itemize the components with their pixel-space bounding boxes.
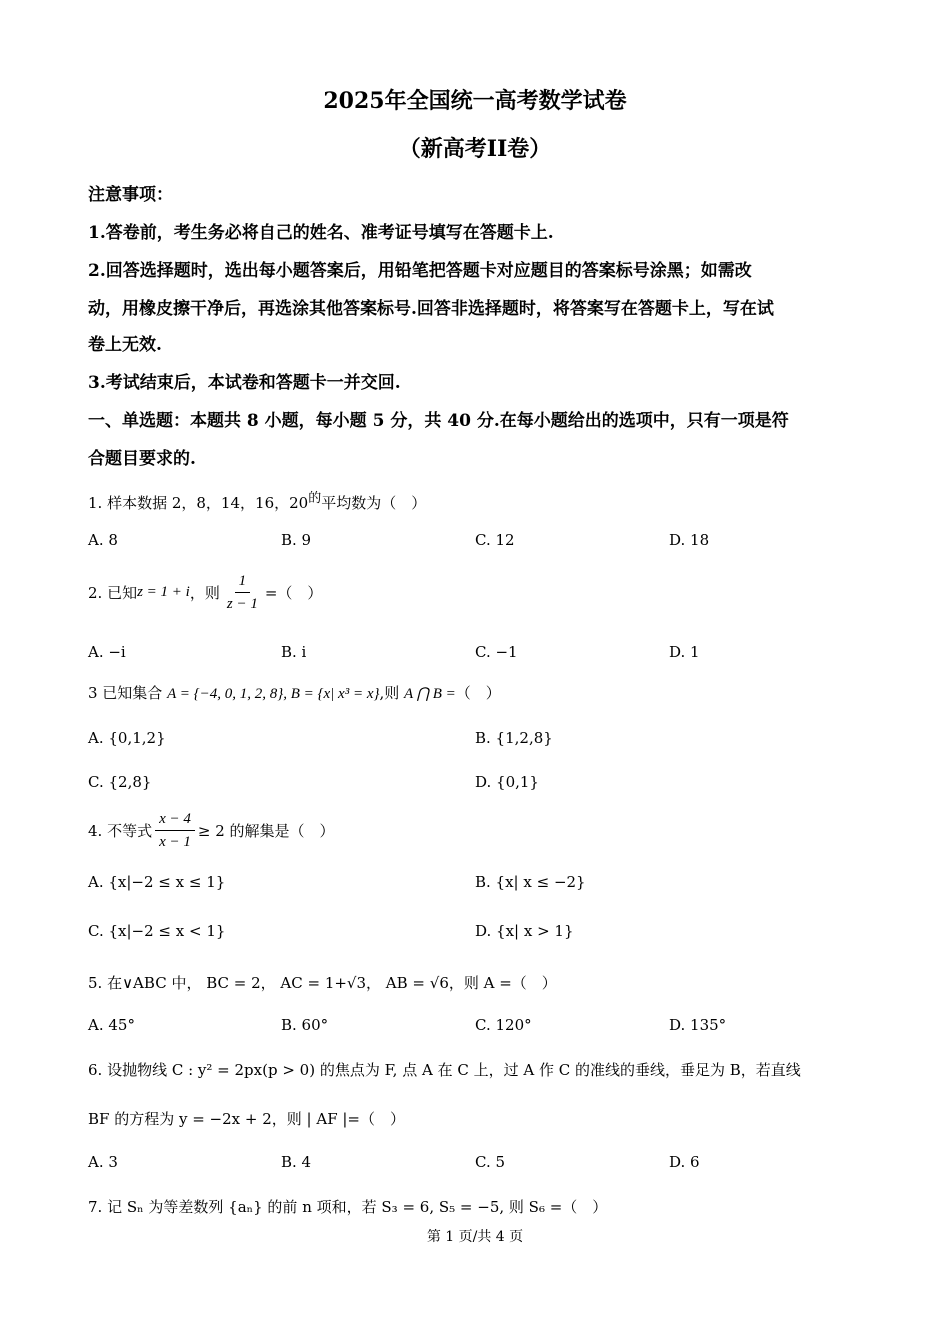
section-heading-line-2: 合题目要求的. (88, 449, 196, 469)
question-1-stem (88, 487, 426, 513)
question-4-stem-text: 4. 不等式 (88, 822, 153, 840)
question-5-option-b[interactable]: B. 60° (281, 1016, 329, 1034)
question-1-stem-text: 1. 样本数据 2，8，14，16，20 (88, 494, 309, 512)
question-4-option-d[interactable]: D. {x| x > 1} (475, 922, 574, 940)
question-3-expression: A = {−4, 0, 1, 2, 8}, B = {x| x³ = x} (167, 686, 380, 702)
question-1-option-c[interactable]: C. 12 (475, 531, 515, 549)
question-6-option-d[interactable]: D. 6 (669, 1153, 700, 1171)
page-number: 第 1 页/共 4 页 (426, 1229, 524, 1245)
question-4-option-a[interactable]: A. {x|−2 ≤ x ≤ 1} (88, 873, 226, 891)
question-5-option-d[interactable]: D. 135° (669, 1016, 727, 1034)
page-title: 2025年全国统一高考数学试卷 (323, 88, 627, 114)
question-2-fraction-numerator: 1 (235, 572, 251, 593)
question-2-expression: z = 1 + i (137, 584, 190, 600)
question-4-stem (88, 810, 335, 851)
question-3-stem-text-mid: ,则 (379, 684, 405, 702)
question-2-stem-text-mid: ，则 (189, 584, 220, 602)
question-3-stem-text: 3 已知集合 (88, 684, 168, 702)
question-1-stem-sup: 的 (308, 491, 322, 506)
question-1-option-b[interactable]: B. 9 (281, 531, 312, 549)
question-1-option-d[interactable]: D. 18 (669, 531, 710, 549)
question-2-fraction (223, 572, 262, 613)
question-3-expression-2: A ⋂ B = (404, 686, 456, 702)
notice-item-1: 1.答卷前，考生务必将自己的姓名、准考证号填写在答题卡上. (88, 223, 554, 243)
question-6-option-c[interactable]: C. 5 (475, 1153, 506, 1171)
question-5-stem: 5. 在∨ABC 中， BC = 2， AC = 1+√3， AB = √6，则 A =（ ） (88, 974, 557, 992)
question-1-stem-text-end: 平均数为（ ） (321, 494, 427, 512)
notice-item-2-line-2: 动，用橡皮擦干净后，再选涂其他答案标号.回答非选择题时，将答案写在答题卡上，写在试 (88, 299, 774, 319)
notice-item-2-line-3: 卷上无效. (88, 335, 162, 355)
question-3-option-c[interactable]: C. {2,8} (88, 773, 152, 791)
question-4-fraction-denominator: x − 1 (159, 834, 191, 850)
question-6-stem-line-1: 6. 设抛物线 C : y² = 2px(p > 0) 的焦点为 F, 点 A 在 C 上，过 A 作 C 的准线的垂线，垂足为 B，若直线 (88, 1061, 801, 1079)
question-3-option-b[interactable]: B. {1,2,8} (475, 729, 553, 747)
page-subtitle: （新高考II卷） (398, 136, 552, 162)
notice-heading: 注意事项： (88, 185, 173, 205)
notice-item-2-line-1: 2.回答选择题时，选出每小题答案后，用铅笔把答题卡对应题目的答案标号涂黑；如需改 (88, 261, 752, 281)
question-2-option-d[interactable]: D. 1 (669, 643, 700, 661)
question-3-option-a[interactable]: A. {0,1,2} (88, 729, 166, 747)
question-6-option-a[interactable]: A. 3 (88, 1153, 118, 1171)
question-7-stem: 7. 记 Sₙ 为等差数列 {aₙ} 的前 n 项和，若 S₃ = 6, S₅ = −5, 则 S₆ =（ ） (88, 1198, 608, 1216)
question-4-fraction-numerator: x − 4 (155, 810, 195, 831)
question-5-option-a[interactable]: A. 45° (88, 1016, 135, 1034)
question-4-option-b[interactable]: B. {x| x ≤ −2} (475, 873, 586, 891)
question-2-stem-text: 2. 已知 (88, 584, 138, 602)
question-6-option-b[interactable]: B. 4 (281, 1153, 312, 1171)
question-2-option-a[interactable]: A. −i (88, 643, 126, 661)
question-6-stem-line-2: BF 的方程为 y = −2x + 2，则 | AF |=（ ） (88, 1110, 405, 1128)
question-5-option-c[interactable]: C. 120° (475, 1016, 532, 1034)
question-3-stem-text-end: （ ） (455, 684, 501, 702)
question-3-option-d[interactable]: D. {0,1} (475, 773, 539, 791)
question-2-option-b[interactable]: B. i (281, 643, 307, 661)
question-4-option-c[interactable]: C. {x|−2 ≤ x < 1} (88, 922, 226, 940)
question-2-stem (88, 572, 322, 613)
question-4-stem-text-end: ≥ 2 的解集是（ ） (197, 822, 335, 840)
question-4-fraction (155, 810, 195, 851)
notice-item-3: 3.考试结束后，本试卷和答题卡一并交回. (88, 373, 401, 393)
question-3-stem (88, 682, 501, 703)
question-2-option-c[interactable]: C. −1 (475, 643, 518, 661)
question-2-fraction-denominator: z − 1 (226, 596, 258, 612)
question-2-stem-text-end: =（ ） (264, 584, 323, 602)
question-1-option-a[interactable]: A. 8 (88, 531, 118, 549)
section-heading-line-1: 一、单选题：本题共 8 小题，每小题 5 分，共 40 分.在每小题给出的选项中，只有一项是符 (88, 411, 789, 431)
